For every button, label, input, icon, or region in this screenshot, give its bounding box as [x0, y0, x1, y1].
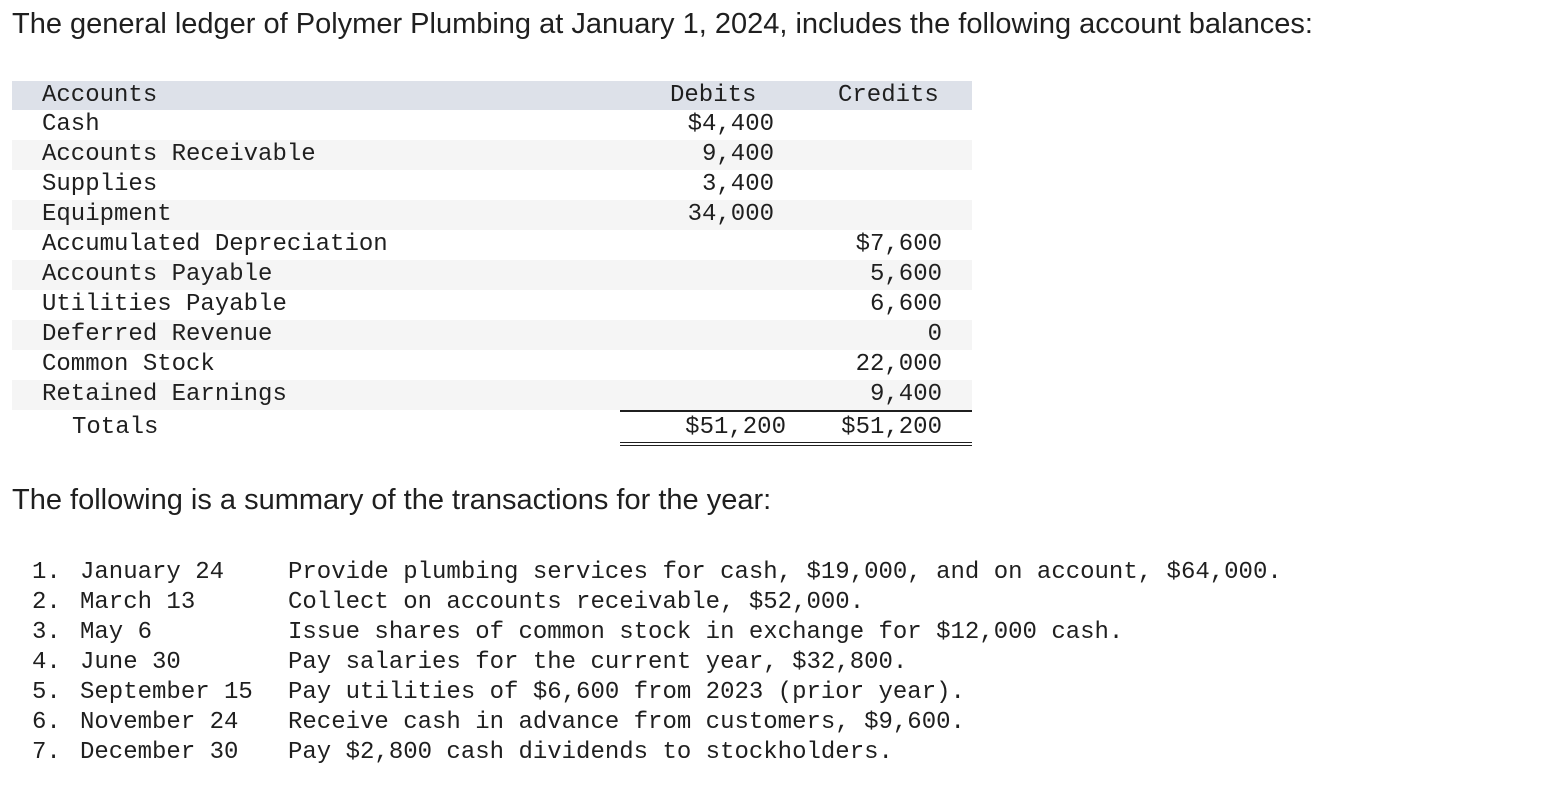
- transaction-number: 6.: [32, 709, 61, 736]
- account-name: Cash: [42, 111, 100, 138]
- account-name: Supplies: [42, 171, 158, 198]
- account-name: Equipment: [42, 201, 172, 228]
- transaction-description: Collect on accounts receivable, $52,000.: [288, 589, 865, 616]
- ledger-row: [12, 110, 972, 140]
- transaction-date: March 13: [80, 589, 196, 616]
- transaction-date: January 24: [80, 559, 225, 586]
- transaction-description: Provide plumbing services for cash, $19,000, and on account, $64,000.: [288, 559, 1282, 586]
- transaction-date: November 24: [80, 709, 239, 736]
- summary-heading: The following is a summary of the transactions for the year:: [12, 484, 772, 516]
- ledger-row: [12, 320, 972, 350]
- debit-value: 9,400: [701, 141, 774, 168]
- ledger-row: [12, 200, 972, 230]
- account-name: Accounts Receivable: [42, 141, 316, 168]
- transaction-date: June 30: [80, 649, 181, 676]
- account-name: Common Stock: [42, 351, 215, 378]
- credit-value: 22,000: [855, 351, 942, 378]
- transaction-date: September 15: [80, 679, 253, 706]
- total-debits-value: $51,200: [685, 414, 786, 441]
- transaction-description: Pay salaries for the current year, $32,800.: [288, 649, 908, 676]
- transaction-number: 4.: [32, 649, 61, 676]
- account-name: Utilities Payable: [42, 291, 287, 318]
- ledger-totals-row: [12, 410, 972, 446]
- credit-value: 9,400: [869, 381, 942, 408]
- account-name: Accumulated Depreciation: [42, 231, 388, 258]
- credit-value: 5,600: [869, 261, 942, 288]
- ledger-header-row: [12, 81, 972, 110]
- transaction-number: 2.: [32, 589, 61, 616]
- total-credits-cell: [788, 410, 972, 446]
- transaction-date: December 30: [80, 739, 239, 766]
- transaction-number: 5.: [32, 679, 61, 706]
- ledger-row: [12, 140, 972, 170]
- account-name: Deferred Revenue: [42, 321, 273, 348]
- ledger-table: [12, 81, 972, 446]
- transaction-number: 1.: [32, 559, 61, 586]
- totals-label: Totals: [72, 414, 159, 441]
- ledger-row: [12, 350, 972, 380]
- account-name: Retained Earnings: [42, 381, 287, 408]
- transaction-description: Pay utilities of $6,600 from 2023 (prior year).: [288, 679, 965, 706]
- transaction-date: May 6: [80, 619, 153, 646]
- debit-value: 3,400: [701, 171, 774, 198]
- transaction-description: Pay $2,800 cash dividends to stockholders.: [288, 739, 893, 766]
- ledger-row: [12, 380, 972, 410]
- intro-text: The general ledger of Polymer Plumbing at January 1, 2024, includes the following account balances:: [12, 8, 1313, 40]
- transaction-description: Issue shares of common stock in exchange for $12,000 cash.: [288, 619, 1124, 646]
- credit-value: 0: [927, 321, 942, 348]
- accounts-column-header: Accounts: [42, 82, 158, 109]
- account-name: Accounts Payable: [42, 261, 273, 288]
- debits-column-header: Debits: [670, 82, 757, 109]
- credit-value: $7,600: [855, 231, 942, 258]
- total-debits-cell: [620, 410, 788, 446]
- transaction-number: 3.: [32, 619, 61, 646]
- debit-value: $4,400: [687, 111, 774, 138]
- transaction-number: 7.: [32, 739, 61, 766]
- transaction-description: Receive cash in advance from customers, $9,600.: [288, 709, 965, 736]
- debit-value: 34,000: [687, 201, 774, 228]
- ledger-row: [12, 260, 972, 290]
- credit-value: 6,600: [869, 291, 942, 318]
- ledger-row: [12, 170, 972, 200]
- ledger-row: [12, 230, 972, 260]
- ledger-row: [12, 290, 972, 320]
- credits-column-header: Credits: [838, 82, 939, 109]
- total-credits-value: $51,200: [841, 414, 942, 441]
